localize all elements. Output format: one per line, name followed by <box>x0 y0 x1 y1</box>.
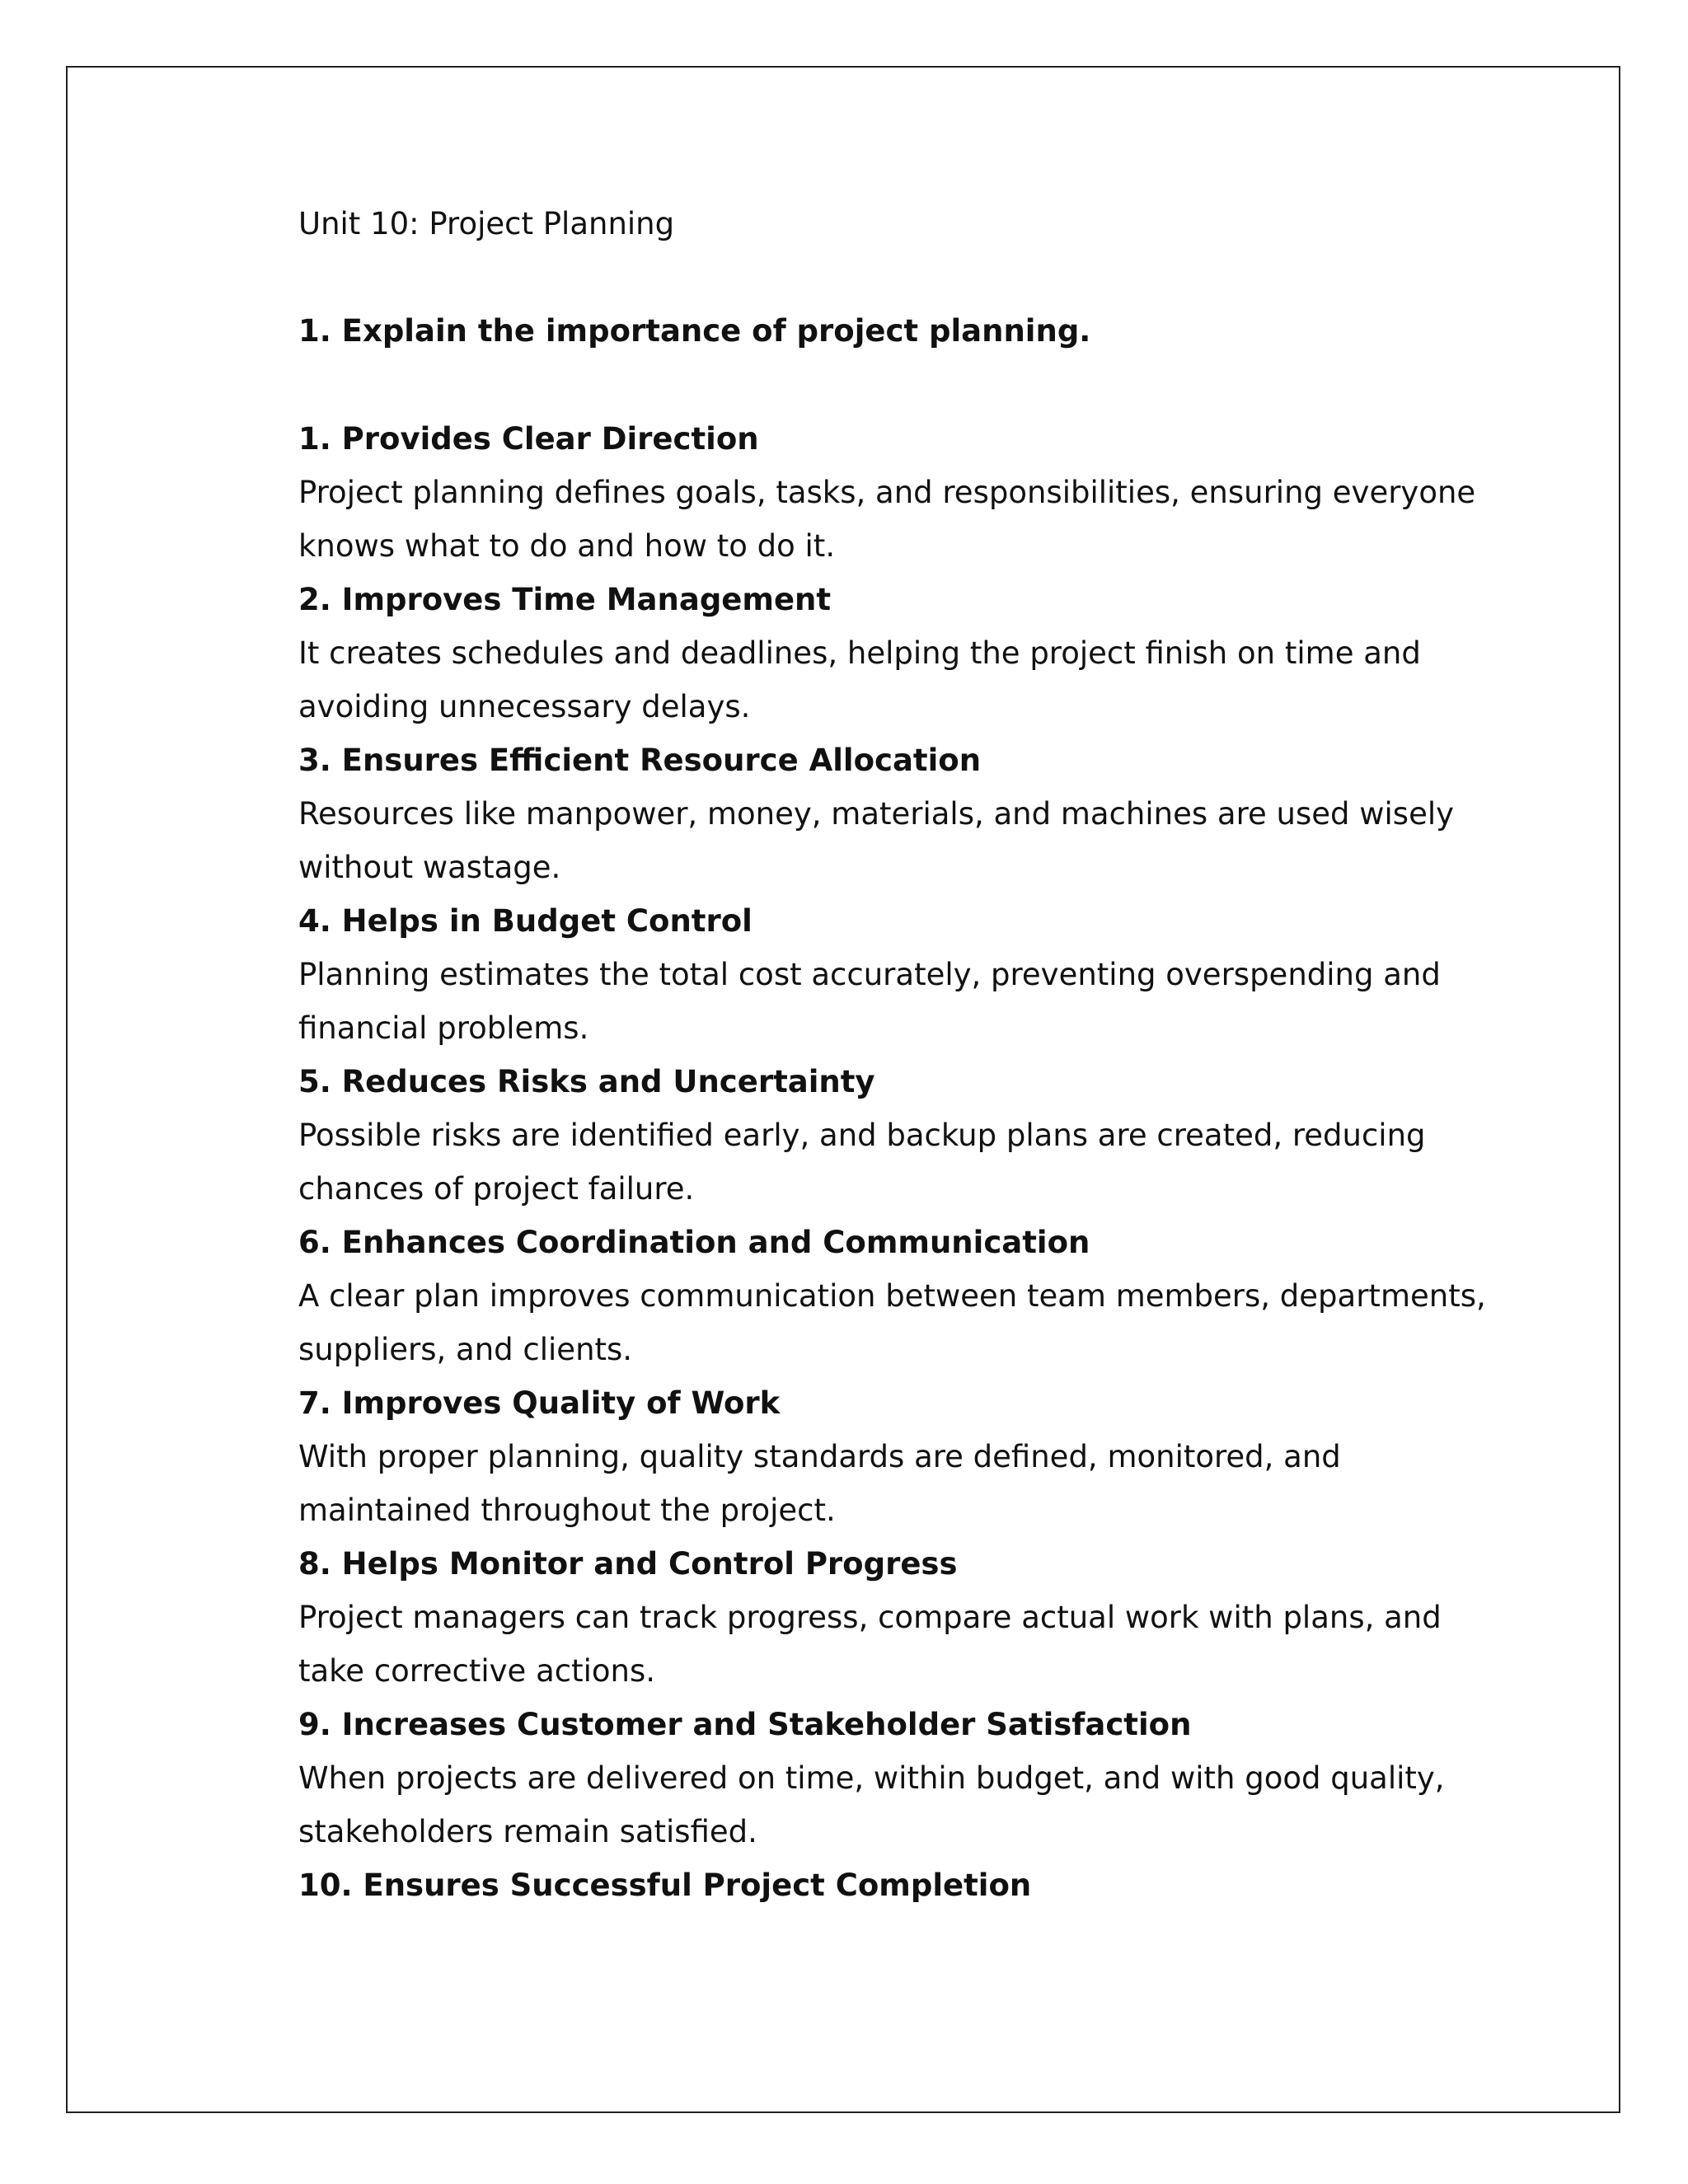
point-heading: 1. Provides Clear Direction <box>298 421 759 457</box>
point-heading: 6. Enhances Coordination and Communication <box>298 1225 1090 1260</box>
point-body <box>298 1430 1493 1537</box>
point-body-line: stakeholders remain satisfied. <box>298 1814 757 1849</box>
point-item <box>298 573 1493 733</box>
point-body <box>298 1591 1493 1698</box>
point-item <box>298 1055 1493 1216</box>
point-heading: 10. Ensures Successful Project Completion <box>298 1868 1032 1903</box>
point-body-line: It creates schedules and deadlines, helping the project finish on time and <box>298 635 1421 671</box>
point-body-line: Project planning defines goals, tasks, and responsibilities, ensuring everyone <box>298 475 1476 510</box>
point-body-line: Possible risks are identified early, and backup plans are created, reducing <box>298 1118 1426 1153</box>
point-heading: 5. Reduces Risks and Uncertainty <box>298 1064 875 1099</box>
point-heading: 3. Ensures Efficient Resource Allocation <box>298 743 982 778</box>
point-item <box>298 733 1493 894</box>
point-item <box>298 1216 1493 1376</box>
point-heading: 2. Improves Time Management <box>298 582 832 617</box>
point-body-line: knows what to do and how to do it. <box>298 528 836 564</box>
question-heading: 1. Explain the importance of project planning. <box>298 313 1091 349</box>
point-body <box>298 626 1493 733</box>
point-heading: 9. Increases Customer and Stakeholder Satisfaction <box>298 1707 1192 1742</box>
point-body <box>298 948 1493 1055</box>
point-body-line: With proper planning, quality standards are defined, monitored, and <box>298 1439 1341 1474</box>
point-item <box>298 1698 1493 1858</box>
point-body-line: take corrective actions. <box>298 1653 655 1689</box>
point-body-line: A clear plan improves communication between team members, departments, <box>298 1278 1486 1314</box>
point-body-line: Planning estimates the total cost accurately, preventing overspending and <box>298 957 1441 992</box>
document-content <box>298 199 1493 1912</box>
point-heading: 7. Improves Quality of Work <box>298 1385 781 1421</box>
point-body-line: Resources like manpower, money, materials, and machines are used wisely <box>298 796 1455 832</box>
point-body-line: without wastage. <box>298 850 561 885</box>
point-body-line: chances of project failure. <box>298 1171 695 1207</box>
point-body-line: financial problems. <box>298 1010 589 1046</box>
point-item <box>298 1858 1493 1912</box>
point-item <box>298 1376 1493 1537</box>
point-body-line: maintained throughout the project. <box>298 1493 836 1528</box>
point-item <box>298 412 1493 573</box>
point-body <box>298 787 1493 894</box>
point-body <box>298 1269 1493 1376</box>
point-body-line: When projects are delivered on time, within budget, and with good quality, <box>298 1760 1445 1796</box>
point-body-line: suppliers, and clients. <box>298 1332 633 1367</box>
point-body-line: Project managers can track progress, compare actual work with plans, and <box>298 1600 1442 1635</box>
point-heading: 8. Helps Monitor and Control Progress <box>298 1546 958 1582</box>
point-heading: 4. Helps in Budget Control <box>298 903 753 939</box>
point-body-line: avoiding unnecessary delays. <box>298 689 751 724</box>
point-body <box>298 1751 1493 1858</box>
point-body <box>298 1108 1493 1216</box>
point-item <box>298 894 1493 1055</box>
point-body <box>298 466 1493 573</box>
unit-title: Unit 10: Project Planning <box>298 206 675 241</box>
point-item <box>298 1537 1493 1698</box>
